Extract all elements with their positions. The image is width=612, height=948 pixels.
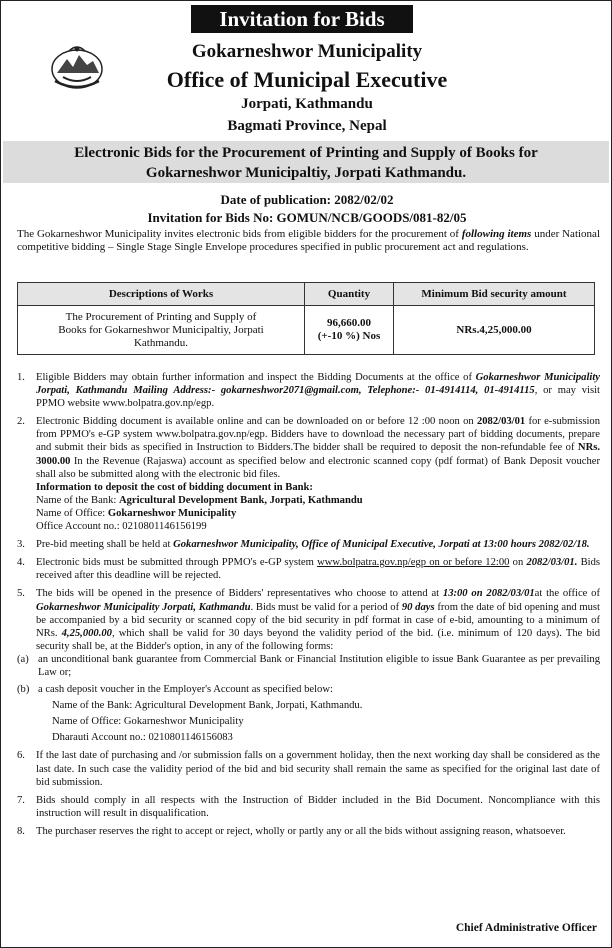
clause-7 bbox=[17, 794, 600, 820]
clause-text: Electronic bids must be submitted through PPMO's e-GP system bbox=[36, 557, 318, 569]
cell-description: The Procurement of Printing and Supply of Books for Gokarneshwor Municipaltiy, Jorpati Kathmandu. bbox=[18, 306, 305, 355]
clause-text: from the date of bid opening and must be accompanied by a bid security or scanned copy of the bid security in pdf format in case of e-bid, amounting to a minimum of NRs. bbox=[36, 601, 600, 639]
deposit-office-value: Gokarneshwor Municipality bbox=[107, 507, 237, 519]
document-fee: NRs. 3000.00 bbox=[36, 442, 600, 467]
clause-4 bbox=[17, 556, 600, 582]
deposit-bank bbox=[17, 494, 600, 507]
clause-text: The purchaser reserves the right to accept or reject, wholly or partly any or all the bids without assigning reason, whatsoever. bbox=[36, 825, 566, 837]
clause-text: an unconditional bank guarantee from Commercial Bank or Financial Institution eligible to issue Bank Guarantee as per prevailing Law or; bbox=[38, 653, 600, 678]
cash-deposit-bank: Name of the Bank: Agricultural Development Bank, Jorpati, Kathmandu. bbox=[52, 700, 363, 712]
subject-line-2: Gokarneshwor Municipaltiy, Jorpati Kathmandu. bbox=[145, 165, 467, 181]
clause-text: . Bids must be valid for a period of bbox=[250, 601, 402, 613]
download-deadline: 2082/03/01 bbox=[476, 416, 526, 428]
deposit-account: Office Account no.: 0210801146156199 bbox=[36, 521, 207, 533]
intro-paragraph bbox=[17, 228, 600, 255]
clause-text: If the last date of purchasing and /or submission falls on a government holiday, then the next working day shall be considered as the last date. In such case the validity period of the bid and bid security shall remain the same as specified for the original last date of bid submission. bbox=[36, 750, 600, 788]
municipality-name: Gokarneshwor Municipality bbox=[191, 41, 423, 62]
clause-number: 1. bbox=[17, 372, 25, 383]
bid-table bbox=[17, 282, 595, 355]
intro-emphasis: following items bbox=[461, 228, 532, 240]
table-header-row bbox=[18, 283, 595, 306]
clauses-list bbox=[17, 371, 600, 838]
deposit-info-title: Information to deposit the cost of bidding document in Bank: bbox=[36, 481, 313, 493]
office-province: Bagmati Province, Nepal bbox=[227, 118, 387, 134]
clause-2 bbox=[17, 415, 600, 480]
clause-number: 4. bbox=[17, 557, 25, 569]
clause-number: 8. bbox=[17, 825, 25, 837]
prebid-meeting: Gokarneshwor Municipality, Office of Municipal Executive, Jorpati at 13:00 hours 2082/02/18. bbox=[173, 539, 590, 551]
quantity-tolerance: (+-10 %) Nos bbox=[317, 330, 381, 342]
clause-number: 7. bbox=[17, 794, 25, 806]
clause-text: Bids should comply in all respects with the Instruction of Bidder included in the Bid Document. Noncompliance with this instruction will result in disqualification. bbox=[36, 794, 600, 819]
clause-text: In the Revenue (Rajaswa) account as specified below and electronic scanned copy (pdf format) of Bank Deposit voucher shall also be submitted along with the electronic bid files. bbox=[36, 455, 600, 480]
office-location: Jorpati, Kathmandu bbox=[241, 96, 373, 112]
clause-text: , or may visit PPMO website www.bolpatra.gov.np/egp. bbox=[36, 385, 600, 410]
col-security-header: Minimum Bid security amount bbox=[394, 283, 595, 306]
subject-box bbox=[3, 141, 609, 183]
opening-time: 13:00 on 2082/03/01 bbox=[442, 588, 535, 600]
intro-text-1: The Gokarneshwor Municipality invites electronic bids from eligible bidders for the procurement of bbox=[17, 228, 462, 240]
deposit-office bbox=[17, 507, 600, 520]
clause-5a bbox=[17, 653, 600, 679]
clause-text: Eligible Bidders may obtain further information and inspect the Bidding Documents at the office of bbox=[36, 372, 476, 383]
cash-deposit-office: Name of Office: Gokarneshwor Municipality bbox=[52, 716, 244, 728]
submission-deadline: 2082/03/01. bbox=[526, 557, 578, 569]
clause-text: at the office of bbox=[534, 588, 600, 600]
clause-text: Pre-bid meeting shall be held at bbox=[36, 539, 174, 551]
subject-line-1: Electronic Bids for the Procurement of Printing and Supply of Books for bbox=[74, 145, 538, 161]
table-row bbox=[18, 306, 595, 355]
clause-text: Bids received after this deadline will be rejected. bbox=[36, 557, 601, 582]
col-description-header: Descriptions of Works bbox=[18, 283, 305, 306]
signatory-title: Chief Administrative Officer bbox=[455, 922, 597, 934]
deposit-office-label: Name of Office: bbox=[36, 507, 108, 519]
col-quantity-header: Quantity bbox=[305, 283, 394, 306]
clause-text: for e-submission from PPMO's e-GP system www.bolpatra.gov.np/egp. Bidders have to download the necessary part of bidding documents, prepare and submit their bids as specified in Instruction to Bidders.The bidder shall be required to deposit the non-refundable fee of bbox=[36, 416, 601, 454]
opening-venue: Gokarneshwor Municipality Jorpati, Kathmandu bbox=[36, 601, 251, 613]
cash-deposit-account: Dharauti Account no.: 0210801146156083 bbox=[52, 732, 233, 744]
clause-text: , which shall be valid for 30 days beyond the validity period of the bid. (i.e. minimum of 120 days). The bid security shall be, at the Bidder's option, in any of the following forms: bbox=[36, 627, 600, 652]
publication-date: Date of publication: 2082/02/02 bbox=[220, 192, 394, 207]
security-amount: 4,25,000.00 bbox=[61, 627, 112, 639]
cell-quantity bbox=[305, 306, 394, 355]
clause-text: The bids will be opened in the presence of Bidders' representatives who choose to attend at bbox=[36, 588, 443, 600]
intro-text-2: under National competitive bidding – Single Stage Single Envelope procedures specified in public procurement act and regulations. bbox=[17, 228, 600, 254]
quantity-value: 96,660.00 bbox=[327, 317, 371, 329]
invitation-number: Invitation for Bids No: GOMUN/NCB/GOODS/081-82/05 bbox=[147, 210, 467, 225]
clause-number: 6. bbox=[17, 750, 25, 762]
clause-3 bbox=[17, 538, 600, 551]
clause-emphasis: Gokarneshwor Municipality Jorpati, Kathmandu Mailing Address:- gokarneshwor2071@gmail.com, Telephone:- 01-4914114, 01-4914115 bbox=[36, 372, 600, 397]
clause-text: on bbox=[509, 557, 527, 569]
deposit-bank-value: Agricultural Development Bank, Jorpati, Kathmandu bbox=[118, 494, 363, 506]
clause-number: (b) bbox=[17, 684, 30, 696]
clause-5b bbox=[17, 683, 600, 696]
clause-number: 2. bbox=[17, 416, 25, 428]
clause-8 bbox=[17, 825, 600, 838]
clause-text: a cash deposit voucher in the Employer's Account as specified below: bbox=[38, 684, 333, 696]
bid-validity: 90 days bbox=[401, 601, 435, 613]
cell-security: NRs.4,25,000.00 bbox=[394, 306, 595, 355]
clause-number: 5. bbox=[17, 588, 25, 600]
office-name: Office of Municipal Executive bbox=[166, 67, 448, 92]
banner-title: Invitation for Bids bbox=[191, 5, 413, 33]
clause-6 bbox=[17, 749, 600, 788]
clause-1 bbox=[17, 371, 600, 410]
deposit-bank-label: Name of the Bank: bbox=[36, 494, 119, 506]
clause-text: Electronic Bidding document is available online and can be downloaded on or before 12 :00 noon on bbox=[36, 416, 477, 428]
clause-5 bbox=[17, 587, 600, 652]
clause-number: (a) bbox=[17, 653, 29, 665]
clause-number: 3. bbox=[17, 539, 25, 551]
egp-link[interactable]: www.bolpatra.gov.np/egp on or before 12:00 bbox=[317, 557, 510, 569]
